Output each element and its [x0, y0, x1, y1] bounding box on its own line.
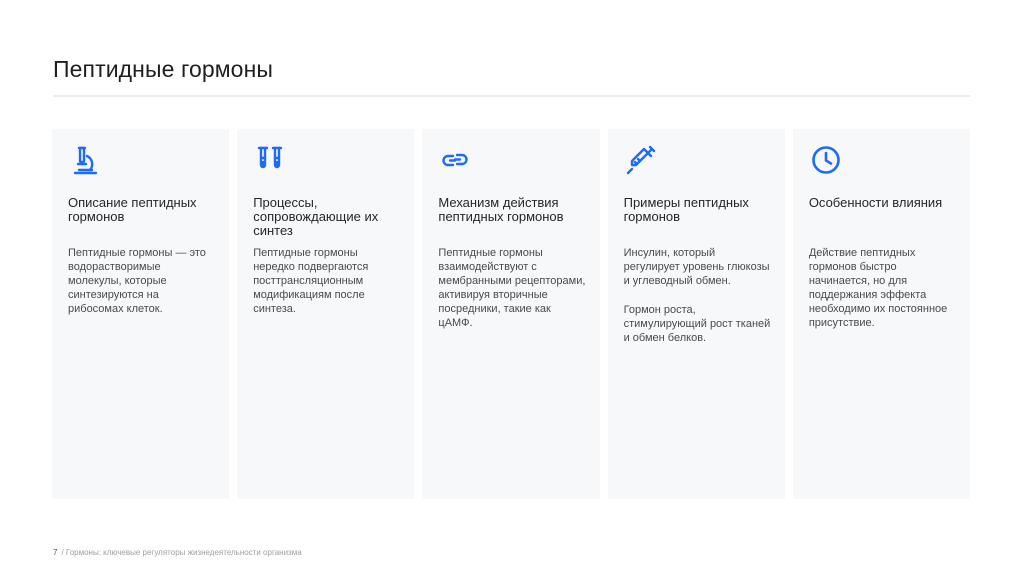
card-text	[253, 246, 400, 331]
page-title: Пептидные гормоны	[53, 56, 273, 82]
microscope-icon	[68, 143, 102, 177]
syringe-icon	[624, 143, 658, 177]
slide-footer	[53, 548, 302, 557]
clock-icon	[809, 143, 843, 177]
card-title: Описание пептидных гормонов	[68, 195, 197, 224]
card-title: Особенности влияния	[808, 195, 943, 210]
page-number: 7	[53, 548, 58, 557]
card-text	[438, 246, 585, 345]
card-paragraph: Инсулин, который регулирует уровень глюкозы и углеводный обмен.	[623, 247, 770, 287]
card-text	[68, 246, 215, 331]
cards-row	[52, 129, 970, 499]
card-title: Процессы, сопровождающие их синтез	[253, 195, 379, 238]
card-text	[809, 246, 956, 345]
link-icon	[438, 143, 472, 177]
card-description	[52, 129, 229, 499]
card-text	[624, 246, 771, 360]
card-examples	[608, 129, 785, 499]
card-mechanism	[422, 129, 599, 499]
test-tubes-icon	[253, 143, 287, 177]
card-title: Примеры пептидных гормонов	[623, 195, 749, 224]
card-paragraph: Пептидные гормоны — это водорастворимые молекулы, которые синтезируются на рибосомах клеток.	[68, 247, 206, 315]
footer-text: / Гормоны: ключевые регуляторы жизнедеятельности организма	[61, 548, 302, 557]
card-title: Механизм действия пептидных гормонов	[438, 195, 564, 224]
card-synthesis	[237, 129, 414, 499]
card-paragraph: Пептидные гормоны взаимодействуют с мембранными рецепторами, активируя вторичные посредники, такие как цАМФ.	[438, 247, 586, 329]
card-paragraph: Пептидные гормоны нередко подвергаются посттрансляционным модификациям после синтеза.	[253, 247, 369, 315]
card-paragraph: Действие пептидных гормонов быстро начинается, но для поддержания эффекта необходимо их постоянное присутствие.	[808, 247, 948, 329]
card-paragraph: Гормон роста, стимулирующий рост тканей и обмен белков.	[623, 304, 771, 344]
title-divider	[53, 95, 970, 97]
card-features	[793, 129, 970, 499]
